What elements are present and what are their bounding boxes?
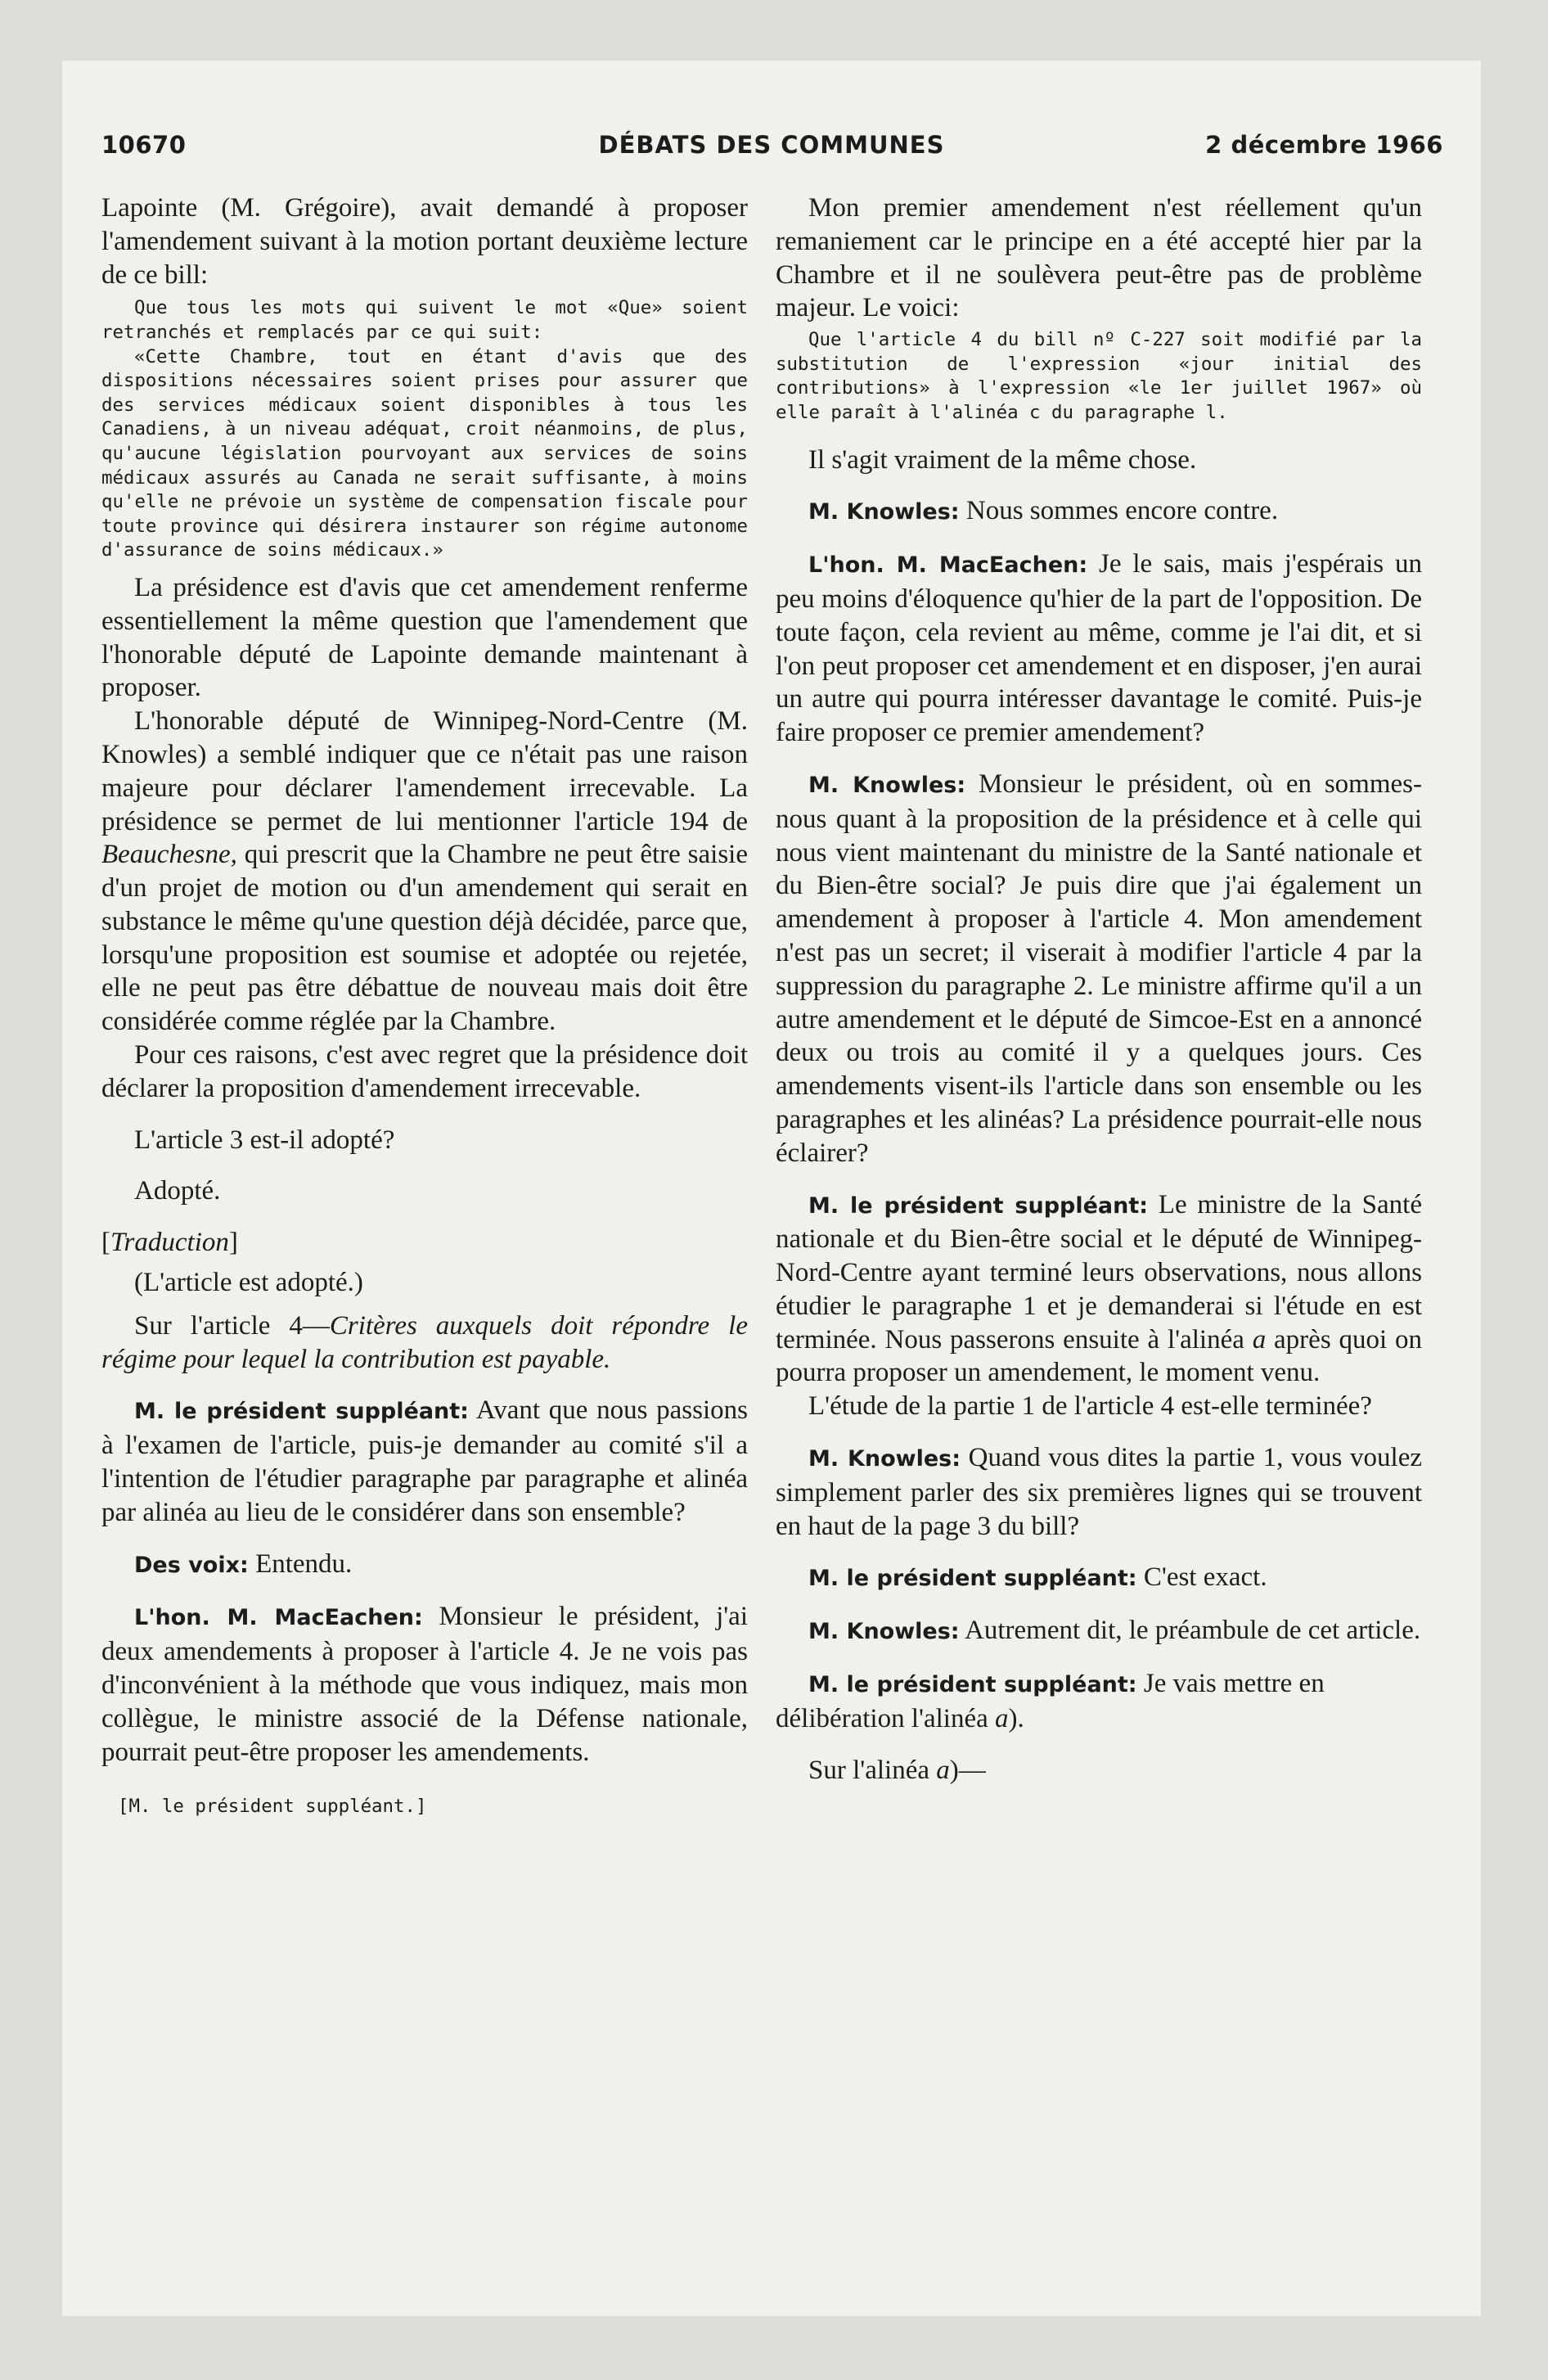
paragraph: L'honorable député de Winnipeg-Nord-Centre (M. Knowles) a semblé indiquer que ce n'était pas une raison majeure pour déclarer l'amendement irrecevable. La présidence se permet de lui mentionner l'article 194 de Beauchesne, qui prescrit que la Chambre ne peut être saisie d'un projet de motion ou d'un amendement qui serait en substance le même qu'une question déjà décidée, parce que, lorsqu'une proposition est soumise et adoptée ou rejetée, elle ne peut pas être débattue de nouveau mais doit être considérée comme réglée par la Chambre. <box>101 706 748 1037</box>
speech: M. Knowles: Quand vous dites la partie 1, vous voulez simplement parler des six premières lignes qui se trouvent en haut de la page 3 du bill? <box>776 1443 1422 1541</box>
paragraph: Sur l'alinéa a)— <box>808 1755 986 1785</box>
document-page <box>62 61 1481 2316</box>
paragraph: La présidence est d'avis que cet amendement renferme essentiellement la même question que l'amendement que l'honorable député de Lapointe demande maintenant à proposer. <box>101 572 748 703</box>
paragraph: Mon premier amendement n'est réellement qu'un remaniement car le principe en a été accepté hier par la Chambre et il ne soulèvera peut-être pas de problème majeur. Le voici: <box>776 193 1422 323</box>
quoted-amendment: Que l'article 4 du bill nº C-227 soit modifié par la substitution de l'expression «jour initial des contributions» à l'expression «le 1er juillet 1967» où elle paraît à l'alinéa c du paragraphe l. <box>776 329 1422 423</box>
page-number: 10670 <box>101 131 187 159</box>
right-column <box>776 192 1422 1787</box>
quoted-motion-text: «Cette Chambre, tout en étant d'avis que des dispositions nécessaires soient prises pour assurer que des services médicaux soient disponibles à tous les Canadiens, à un niveau adéquat, croit néanmoins, de plus, qu'aucune législation pourvoyant aux services de soins médicaux assurés au Canada ne serait suffisante, à moins qu'elle ne prévoie un système de compensation fiscale pour toute province qui désirera instaurer son régime autonome d'assurance de soins médicaux.» <box>101 345 748 561</box>
paragraph: (L'article est adopté.) <box>134 1268 363 1298</box>
speech: M. le président suppléant: Le ministre de la Santé nationale et du Bien-être social et le député de Winnipeg-Nord-Centre ayant terminé leurs observations, nous allons étudier le paragraphe 1 et je demanderai si l'étude en est terminée. Nous passerons ensuite à l'alinéa a après quoi on pourra proposer un amendement, le moment venu. <box>776 1189 1423 1388</box>
paragraph: Lapointe (M. Grégoire), avait demandé à proposer l'amendement suivant à la motion portant deuxième lecture de ce bill: <box>101 193 748 290</box>
speaker-name: M. Knowles: <box>808 772 966 798</box>
speech: L'hon. M. MacEachen: Je le sais, mais j'espérais un peu moins d'éloquence qu'hier de la part de l'opposition. De toute façon, cela revient au même, comme je l'ai dit, et si l'on peut proposer cet amendement et en disposer, j'en aurai un autre qui pourra intéresser davantage le comité. Puis-je faire proposer ce premier amendement? <box>776 549 1422 748</box>
section-heading: Sur l'article 4—Critères auxquels doit répondre le régime pour lequel la contribution est payable. <box>101 1310 748 1374</box>
catchword: [M. le président suppléant.] <box>118 1796 427 1818</box>
paragraph: L'étude de la partie 1 de l'article 4 est-elle terminée? <box>808 1391 1372 1422</box>
speech: M. le président suppléant: Avant que nous passions à l'examen de l'article, puis-je demander au comité s'il a l'intention de l'étudier paragraphe par paragraphe et alinéa par alinéa au lieu de le considérer dans son ensemble? <box>101 1395 748 1527</box>
speaker-name: M. le président suppléant: <box>808 1566 1137 1592</box>
speech: M. le président suppléant: C'est exact. <box>808 1562 1267 1593</box>
speaker-name: M. Knowles: <box>808 499 960 525</box>
page-date: 2 décembre 1966 <box>1205 131 1443 159</box>
paragraph: Il s'agit vraiment de la même chose. <box>808 444 1197 475</box>
running-title: DÉBATS DES COMMUNES <box>598 131 945 159</box>
speaker-name: Des voix: <box>134 1552 249 1578</box>
paragraph: Pour ces raisons, c'est avec regret que la présidence doit déclarer la proposition d'amendement irrecevable. <box>101 1040 748 1103</box>
speech: L'hon. M. MacEachen: Monsieur le président, j'ai deux amendements à proposer à l'article 4. Je ne vois pas d'inconvénient à la méthode que vous indiquez, mais mon collègue, le ministre associé de la Défense nationale, pourrait peut-être proposer les amendements. <box>101 1602 748 1767</box>
paragraph: Adopté. <box>134 1176 221 1206</box>
speech: Des voix: Entendu. <box>134 1548 353 1579</box>
paragraph: L'article 3 est-il adopté? <box>134 1125 395 1155</box>
speaker-name: L'hon. M. MacEachen: <box>808 552 1088 579</box>
speech: M. Knowles: Nous sommes encore contre. <box>808 496 1279 526</box>
translation-note: [Traduction] <box>101 1228 238 1258</box>
speech: M. Knowles: Autrement dit, le préambule de cet article. <box>808 1616 1421 1646</box>
speaker-name: M. Knowles: <box>808 1619 960 1645</box>
speaker-name: M. le président suppléant: <box>808 1672 1137 1698</box>
left-column <box>101 192 748 1823</box>
speaker-name: M. Knowles: <box>808 1446 961 1472</box>
speaker-name: M. le président suppléant: <box>808 1192 1149 1219</box>
quoted-motion: Que tous les mots qui suivent le mot «Que» soient retranchés et remplacés par ce qui suit: <box>101 297 748 343</box>
speech: M. le président suppléant: Je vais mettre en délibération l'alinéa a). <box>776 1669 1325 1733</box>
speaker-name: M. le président suppléant: <box>134 1399 469 1425</box>
speaker-name: L'hon. M. MacEachen: <box>134 1605 423 1631</box>
speech: M. Knowles: Monsieur le président, où en sommes-nous quant à la proposition de la présidence et à celle qui nous vient maintenant du ministre de la Santé nationale et du Bien-être social? Je puis dire que j'ai également un amendement à proposer à l'article 4. Mon amendement n'est pas un secret; il viserait à modifier l'article 4 par la suppression du paragraphe 2. Le ministre affirme qu'il a un autre amendement et le député de Simcoe-Est en a annoncé deux ou trois au comité il y a quelques jours. Ces amendements visent-ils l'article dans son ensemble ou les paragraphes et les alinéas? La présidence pourrait-elle nous éclairer? <box>776 769 1422 1168</box>
